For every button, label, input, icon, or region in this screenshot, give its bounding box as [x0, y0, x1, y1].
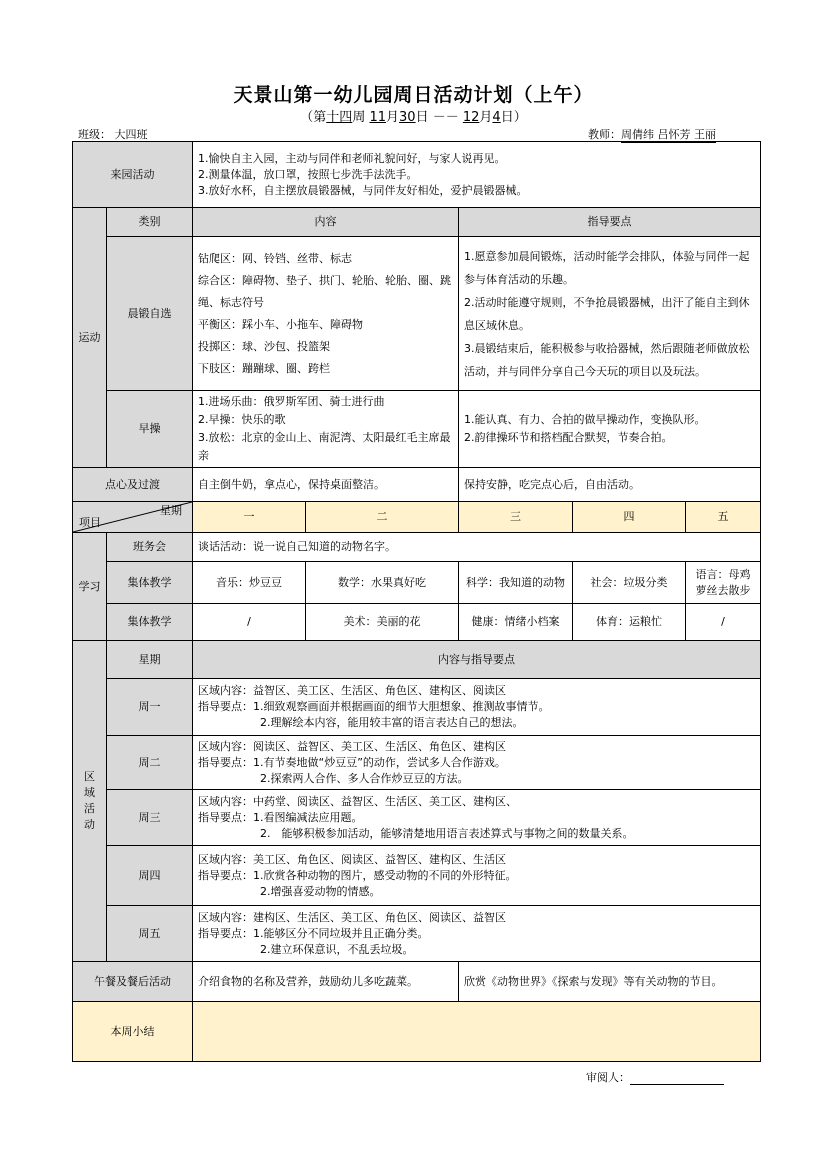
- weekday-header-row: [73, 502, 761, 533]
- area-detail: [193, 906, 761, 962]
- group-teaching-row-2: [73, 604, 761, 641]
- area-row: [73, 679, 761, 736]
- drill-guide: [459, 391, 761, 468]
- diag-weekday-label: 星期: [160, 504, 182, 517]
- area-day: 周三: [107, 790, 193, 846]
- teaching-fri: 语言：母鸡萝丝去散步: [686, 562, 761, 604]
- area-row: [73, 846, 761, 906]
- col-guide-header: 指导要点: [459, 208, 761, 237]
- arrival-content: [193, 142, 761, 208]
- snack-label: 点心及过渡: [73, 468, 193, 502]
- teaching-thu: 体育：运粮忙: [573, 604, 686, 641]
- start-month: 11: [369, 110, 387, 125]
- study-label: 学习: [73, 533, 107, 641]
- area-guide-2: 2.理解绘本内容，能用较丰富的语言表达自己的想法。: [260, 716, 524, 729]
- area-label-text: 区域活动: [84, 770, 95, 831]
- morning-content-line: 投掷区：球、沙包、投篮架: [198, 339, 330, 353]
- lunch-label: 午餐及餐后活动: [73, 962, 193, 1002]
- teacher-label: 教师：: [588, 128, 621, 141]
- subtitle-text: 周: [352, 110, 366, 125]
- area-row: [73, 906, 761, 962]
- summary-content[interactable]: [193, 1002, 761, 1062]
- subtitle-text: 日）: [500, 110, 527, 125]
- teaching-tue: 数学：水果真好吃: [306, 562, 459, 604]
- morning-guide-line: 2.活动时能遵守规则，不争抢晨锻器械，出汗了能自主到休息区域休息。: [464, 295, 750, 332]
- lunch-row: [73, 962, 761, 1002]
- group-teaching-row-1: [73, 562, 761, 604]
- diag-item-label: 项目: [79, 516, 101, 529]
- drill-content-line: 2.早操：快乐的歌: [198, 413, 286, 426]
- area-zones: 区域内容：建构区、生活区、美工区、角色区、阅读区、益智区: [198, 910, 506, 924]
- area-label: [73, 641, 107, 962]
- group-teaching-label: 集体教学: [107, 604, 193, 641]
- area-zones: 区域内容：中药堂、阅读区、益智区、生活区、美工区、建构区、: [198, 794, 517, 808]
- group-teaching-label: 集体教学: [107, 562, 193, 604]
- morning-content-line: 平衡区：踩小车、小拖车、障碍物: [198, 317, 363, 331]
- area-day: 周四: [107, 846, 193, 906]
- subtitle-text: （第: [300, 110, 327, 125]
- end-day: 4: [492, 110, 501, 125]
- sport-label: 运动: [73, 208, 107, 468]
- col-type-header: 类别: [107, 208, 193, 237]
- drill-content-line: 3.放松：北京的金山上、南泥湾、太阳最红毛主席最亲: [198, 431, 451, 462]
- weekday-thu: 四: [573, 502, 686, 533]
- date-range: [0, 106, 827, 125]
- teaching-wed: 健康：情绪小档案: [459, 604, 573, 641]
- area-zones: 区域内容：益智区、美工区、生活区、角色区、建构区、阅读区: [198, 684, 506, 697]
- lunch-left: 介绍食物的名称及营养，鼓励幼儿多吃蔬菜。: [193, 962, 459, 1002]
- weekday-fri: 五: [686, 502, 761, 533]
- teaching-mon: /: [193, 604, 306, 641]
- morning-content: [193, 237, 459, 391]
- class-affairs-row: [73, 533, 761, 562]
- area-content-header: 内容与指导要点: [193, 641, 761, 679]
- morning-guide-line: 1.愿意参加晨间锻炼，活动时能学会排队，体验与同伴一起参与体育活动的乐趣。: [464, 249, 750, 286]
- col-content-header: 内容: [193, 208, 459, 237]
- plan-table: [72, 141, 761, 1062]
- reviewer: [586, 1069, 724, 1085]
- reviewer-signature-line[interactable]: [630, 1072, 724, 1085]
- area-guide-2: 2.增强喜爱动物的情感。: [260, 884, 381, 898]
- teaching-thu: 社会：垃圾分类: [573, 562, 686, 604]
- drill-content-line: 1.进场乐曲：俄罗斯军团、骑士进行曲: [198, 395, 385, 408]
- morning-guide: [459, 237, 761, 391]
- morning-exercise-row: [73, 237, 761, 391]
- area-header-row: [73, 641, 761, 679]
- area-day: 周二: [107, 736, 193, 790]
- morning-label: 晨锻自选: [107, 237, 193, 391]
- summary-label: 本周小结: [73, 1002, 193, 1062]
- teacher-value: 周倩纬 吕怀芳 王丽: [621, 128, 716, 141]
- lunch-right: 欣赏《动物世界》《探索与发现》等有关动物的节目。: [459, 962, 761, 1002]
- area-guide-1: 指导要点：1.能够区分不同垃圾并且正确分类。: [198, 926, 429, 940]
- area-row: [73, 790, 761, 846]
- diagonal-header: [73, 502, 193, 533]
- teaching-tue: 美术：美丽的花: [306, 604, 459, 641]
- sport-header-row: [73, 208, 761, 237]
- morning-content-line: 综合区：障碍物、垫子、拱门、轮胎、轮胎、圈、跳绳、标志符号: [198, 273, 451, 309]
- subtitle-text: 月: [479, 110, 493, 125]
- teaching-fri: /: [686, 604, 761, 641]
- area-detail: [193, 790, 761, 846]
- teaching-wed: 科学：我知道的动物: [459, 562, 573, 604]
- drill-guide-line: 1.能认真、有力、合拍的做早操动作，变换队形。: [464, 413, 706, 426]
- weekday-wed: 三: [459, 502, 573, 533]
- area-guide-1: 指导要点：1.看图编减法应用题。: [198, 810, 363, 824]
- arrival-label: 来园活动: [73, 142, 193, 208]
- snack-row: [73, 468, 761, 502]
- area-guide-1: 指导要点：1.有节奏地做“炒豆豆”的动作，尝试多人合作游戏。: [198, 755, 506, 769]
- area-guide-2: 2.探索两人合作、多人合作炒豆豆的方法。: [260, 771, 469, 785]
- arrival-line: 3.放好水杯，自主摆放晨锻器械，与同伴友好相处，爱护晨锻器械。: [198, 183, 528, 197]
- area-detail: [193, 679, 761, 736]
- area-day-header: 星期: [107, 641, 193, 679]
- area-guide-2: 2.建立环保意识，不乱丢垃圾。: [260, 942, 414, 956]
- drill-guide-line: 2.韵律操环节和搭档配合默契，节奏合拍。: [464, 431, 673, 444]
- snack-right: 保持安静，吃完点心后，自由活动。: [459, 468, 761, 502]
- class-affairs-text: 谈话活动：说一说自己知道的动物名字。: [193, 533, 761, 562]
- class-label: 班级：: [78, 128, 111, 141]
- morning-drill-row: [73, 391, 761, 468]
- area-detail: [193, 846, 761, 906]
- morning-content-line: 下肢区：蹦蹦球、圈、跨栏: [198, 361, 330, 375]
- area-guide-1: 指导要点：1.欣赏各种动物的图片，感受动物的不同的外形特征。: [198, 868, 517, 882]
- weekday-tue: 二: [306, 502, 459, 533]
- class-affairs-label: 班务会: [107, 533, 193, 562]
- area-day: 周五: [107, 906, 193, 962]
- drill-content: [193, 391, 459, 468]
- weekday-mon: 一: [193, 502, 306, 533]
- end-month: 12: [462, 110, 480, 125]
- area-guide-1: 指导要点：1.细致观察画面并根据画面的细节大胆想象、推测故事情节。: [198, 700, 550, 713]
- drill-label: 早操: [107, 391, 193, 468]
- subtitle-text: 月: [386, 110, 400, 125]
- morning-content-line: 钻爬区：网、铃铛、丝带、标志: [198, 251, 352, 265]
- area-day: 周一: [107, 679, 193, 736]
- area-detail: [193, 736, 761, 790]
- page-title: 天景山第一幼儿园周日活动计划（上午）: [233, 84, 594, 106]
- reviewer-label: 审阅人：: [586, 1071, 630, 1084]
- start-day: 30: [399, 110, 416, 125]
- arrival-row: [73, 142, 761, 208]
- area-zones: 区域内容：阅读区、益智区、美工区、生活区、角色区、建构区: [198, 739, 506, 753]
- summary-row: [73, 1002, 761, 1062]
- area-guide-2: 2. 能够积极参加活动，能够清楚地用语言表述算式与事物之间的数量关系。: [260, 826, 634, 840]
- area-zones: 区域内容：美工区、角色区、阅读区、益智区、建构区、生活区: [198, 852, 506, 866]
- arrival-line: 1.愉快自主入园，主动与同伴和老师礼貌问好，与家人说再见。: [198, 151, 506, 165]
- morning-guide-line: 3.晨锻结束后，能积极参与收拾器械，然后跟随老师做放松活动，并与同伴分享自己今天玩的项目以及玩法。: [464, 341, 750, 378]
- subtitle-text: 日 －－: [415, 110, 459, 125]
- arrival-line: 2.测量体温，放口罩，按照七步洗手法洗手。: [198, 167, 418, 181]
- teaching-mon: 音乐：炒豆豆: [193, 562, 306, 604]
- area-row: [73, 736, 761, 790]
- week-number: 十四: [326, 110, 353, 125]
- class-name: 大四班: [114, 128, 148, 141]
- snack-left: 自主倒牛奶，拿点心，保持桌面整洁。: [193, 468, 459, 502]
